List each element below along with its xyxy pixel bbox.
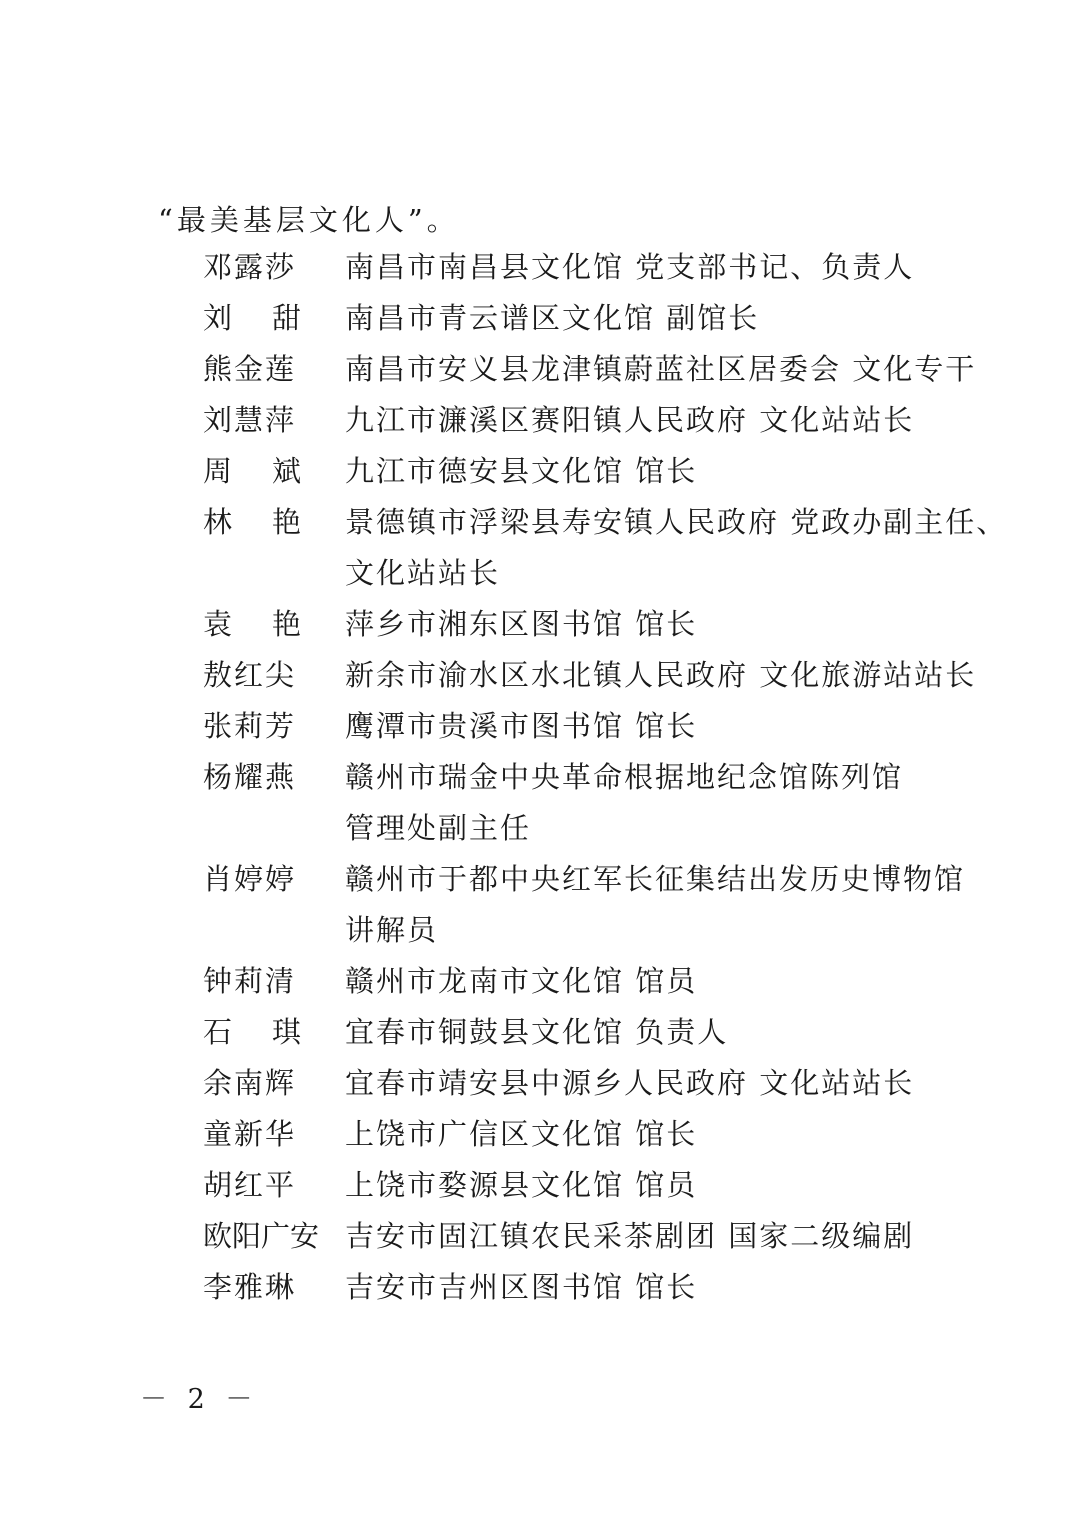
- list-item: [0, 1262, 1080, 1313]
- list-item: [0, 752, 1080, 854]
- affiliation-line: 赣州市龙南市文化馆 馆员: [345, 964, 698, 998]
- affiliation-line: 南昌市安义县龙津镇蔚蓝社区居委会 文化专干: [345, 352, 977, 386]
- section-heading: “最美基层文化人”。: [158, 203, 460, 237]
- honoree-affiliation: [345, 1262, 965, 1313]
- honoree-affiliation: [345, 1211, 965, 1262]
- honoree-affiliation: [345, 854, 965, 956]
- list-item: [0, 1109, 1080, 1160]
- honoree-name: 刘甜: [203, 301, 342, 335]
- honoree-affiliation: [345, 242, 965, 293]
- affiliation-line: 南昌市南昌县文化馆 党支部书记、负责人: [345, 250, 915, 284]
- list-item: [0, 1211, 1080, 1262]
- affiliation-line: 文化站站长: [345, 556, 501, 590]
- honoree-name: 张莉芳: [203, 709, 297, 743]
- honoree-name: 童新华: [203, 1117, 297, 1151]
- affiliation-line: 管理处副主任: [345, 811, 532, 845]
- list-item: [0, 650, 1080, 701]
- affiliation-line: 宜春市靖安县中源乡人民政府 文化站站长: [345, 1066, 915, 1100]
- affiliation-line: 吉安市吉州区图书馆 馆长: [345, 1270, 698, 1304]
- honoree-list: [0, 242, 1080, 1313]
- affiliation-line: 赣州市于都中央红军长征集结出发历史博物馆: [345, 862, 966, 896]
- honoree-affiliation: [345, 1160, 965, 1211]
- list-item: [0, 242, 1080, 293]
- list-item: [0, 701, 1080, 752]
- honoree-affiliation: [345, 293, 965, 344]
- affiliation-line: 景德镇市浮梁县寿安镇人民政府 党政办副主任、: [345, 505, 1008, 539]
- list-item: [0, 854, 1080, 956]
- honoree-affiliation: [345, 1007, 965, 1058]
- affiliation-line: 宜春市铜鼓县文化馆 负责人: [345, 1015, 729, 1049]
- affiliation-line: 上饶市婺源县文化馆 馆员: [345, 1168, 698, 1202]
- honoree-name: 石琪: [203, 1015, 342, 1049]
- honoree-affiliation: [345, 497, 1008, 599]
- affiliation-line: 上饶市广信区文化馆 馆长: [345, 1117, 698, 1151]
- honoree-affiliation: [345, 1109, 965, 1160]
- affiliation-line: 九江市濂溪区赛阳镇人民政府 文化站站长: [345, 403, 915, 437]
- honoree-name: 邓露莎: [203, 250, 297, 284]
- honoree-name: 敖红尖: [203, 658, 297, 692]
- affiliation-line: 吉安市固江镇农民采茶剧团 国家二级编剧: [345, 1219, 915, 1253]
- list-item: [0, 1058, 1080, 1109]
- list-item: [0, 956, 1080, 1007]
- honoree-affiliation: [345, 344, 977, 395]
- honoree-name: 余南辉: [203, 1066, 297, 1100]
- honoree-name: 杨耀燕: [203, 760, 297, 794]
- honoree-name: 刘慧萍: [203, 403, 297, 437]
- list-item: [0, 599, 1080, 650]
- list-item: [0, 1007, 1080, 1058]
- honoree-name: 欧阳广安: [203, 1219, 320, 1253]
- honoree-name: 周斌: [203, 454, 342, 488]
- honoree-affiliation: [345, 1058, 965, 1109]
- list-item: [0, 1160, 1080, 1211]
- honoree-name: 熊金莲: [203, 352, 297, 386]
- honoree-name: 肖婷婷: [203, 862, 297, 896]
- honoree-name: 袁艳: [203, 607, 342, 641]
- honoree-affiliation: [345, 650, 977, 701]
- honoree-affiliation: [345, 599, 965, 650]
- honoree-affiliation: [345, 752, 965, 854]
- honoree-affiliation: [345, 446, 965, 497]
- affiliation-line: 赣州市瑞金中央革命根据地纪念馆陈列馆: [345, 760, 904, 794]
- honoree-name: 胡红平: [203, 1168, 297, 1202]
- list-item: [0, 293, 1080, 344]
- list-item: [0, 395, 1080, 446]
- affiliation-line: 讲解员: [345, 913, 439, 947]
- list-item: [0, 446, 1080, 497]
- page-number: － 2 －: [140, 1384, 259, 1415]
- affiliation-line: 新余市渝水区水北镇人民政府 文化旅游站站长: [345, 658, 977, 692]
- affiliation-line: 九江市德安县文化馆 馆长: [345, 454, 698, 488]
- honoree-name: 钟莉清: [203, 964, 297, 998]
- affiliation-line: 鹰潭市贵溪市图书馆 馆长: [345, 709, 698, 743]
- honoree-affiliation: [345, 395, 965, 446]
- honoree-affiliation: [345, 701, 965, 752]
- honoree-affiliation: [345, 956, 965, 1007]
- honoree-name: 李雅琳: [203, 1270, 297, 1304]
- affiliation-line: 南昌市青云谱区文化馆 副馆长: [345, 301, 760, 335]
- list-item: [0, 497, 1080, 599]
- affiliation-line: 萍乡市湘东区图书馆 馆长: [345, 607, 698, 641]
- list-item: [0, 344, 1080, 395]
- honoree-name: 林艳: [203, 505, 342, 539]
